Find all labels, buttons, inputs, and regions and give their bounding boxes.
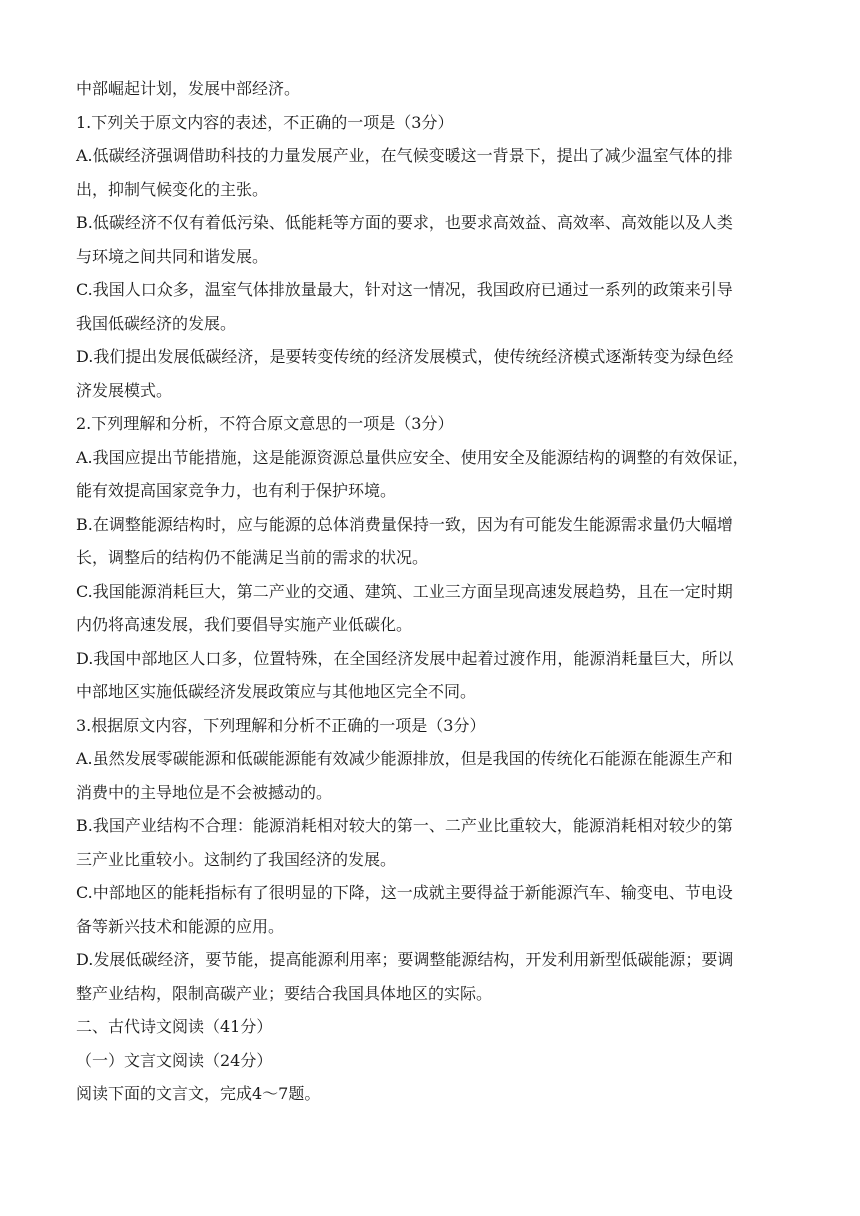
question-3-option-c-line-2: 备等新兴技术和能源的应用。 bbox=[76, 916, 285, 936]
question-2-option-a-line-1: A.我国应提出节能措施，这是能源资源总量供应安全、使用安全及能源结构的调整的有效保证， bbox=[76, 447, 749, 467]
text-line: 中部崛起计划，发展中部经济。 bbox=[76, 79, 301, 98]
instruction-text: 阅读下面的文言文，完成4～7题。 bbox=[76, 1084, 321, 1103]
question-3-option-a-line-2: 消费中的主导地位是不会被撼动的。 bbox=[76, 782, 333, 802]
question-2-option-d-line-1: D.我国中部地区人口多，位置特殊，在全国经济发展中起着过渡作用，能源消耗量巨大，所以 bbox=[76, 648, 734, 668]
question-1-option-d-line-1: D.我们提出发展低碳经济，是要转变传统的经济发展模式，使传统经济模式逐渐转变为绿色经 bbox=[76, 347, 734, 366]
question-2-option-c-line-1: C.我国能源消耗巨大，第二产业的交通、建筑、工业三方面呈现高速发展趋势，且在一定时期 bbox=[76, 581, 733, 601]
subsection-heading: （一）文言文阅读（24分） bbox=[76, 1050, 273, 1070]
question-3-option-d-line-1: D.发展低碳经济，要节能，提高能源利用率；要调整能源结构，开发利用新型低碳能源；要调 bbox=[76, 950, 734, 969]
question-2-stem: 2.下列理解和分析，不符合原文意思的一项是（3分） bbox=[76, 414, 454, 433]
section-heading: 二、古代诗文阅读（41分） bbox=[76, 1017, 273, 1036]
question-3-option-b-line-2: 三产业比重较小。这制约了我国经济的发展。 bbox=[76, 849, 397, 869]
question-1-stem: 1.下列关于原文内容的表述，不正确的一项是（3分） bbox=[76, 112, 454, 132]
question-1-option-b-line-2: 与环境之间共同和谐发展。 bbox=[76, 246, 269, 266]
question-3-option-c-line-1: C.中部地区的能耗指标有了很明显的下降，这一成就主要得益于新能源汽车、输变电、节电设 bbox=[76, 883, 733, 902]
question-1-option-c-line-2: 我国低碳经济的发展。 bbox=[76, 313, 237, 333]
question-3-stem: 3.根据原文内容，下列理解和分析不正确的一项是（3分） bbox=[76, 715, 486, 735]
question-2-option-a-line-2: 能有效提高国家竞争力，也有利于保护环境。 bbox=[76, 481, 397, 500]
question-1-option-c-line-1: C.我国人口众多，温室气体排放量最大，针对这一情况，我国政府已通过一系列的政策来引导 bbox=[76, 280, 733, 299]
question-1-option-a-line-1: A.低碳经济强调借助科技的力量发展产业，在气候变暖这一背景下，提出了减少温室气体的排 bbox=[76, 146, 733, 165]
question-2-option-b-line-1: B.在调整能源结构时，应与能源的总体消费量保持一致，因为有可能发生能源需求量仍大幅增 bbox=[76, 514, 733, 534]
question-1-option-b-line-1: B.低碳经济不仅有着低污染、低能耗等方面的要求，也要求高效益、高效率、高效能以及人类 bbox=[76, 213, 733, 232]
question-2-option-c-line-2: 内仍将高速发展，我们要倡导实施产业低碳化。 bbox=[76, 615, 413, 634]
question-3-option-a-line-1: A.虽然发展零碳能源和低碳能源能有效减少能源排放，但是我国的传统化石能源在能源生产和 bbox=[76, 749, 733, 768]
document-page bbox=[76, 72, 788, 1111]
question-1-option-d-line-2: 济发展模式。 bbox=[76, 380, 173, 400]
question-1-option-a-line-2: 出，抑制气候变化的主张。 bbox=[76, 179, 269, 199]
question-2-option-d-line-2: 中部地区实施低碳经济发展政策应与其他地区完全不同。 bbox=[76, 682, 477, 701]
question-2-option-b-line-2: 长，调整后的结构仍不能满足当前的需求的状况。 bbox=[76, 548, 429, 567]
question-3-option-d-line-2: 整产业结构，限制高碳产业；要结合我国具体地区的实际。 bbox=[76, 983, 493, 1003]
question-3-option-b-line-1: B.我国产业结构不合理：能源消耗相对较大的第一、二产业比重较大，能源消耗相对较少的第 bbox=[76, 816, 733, 835]
